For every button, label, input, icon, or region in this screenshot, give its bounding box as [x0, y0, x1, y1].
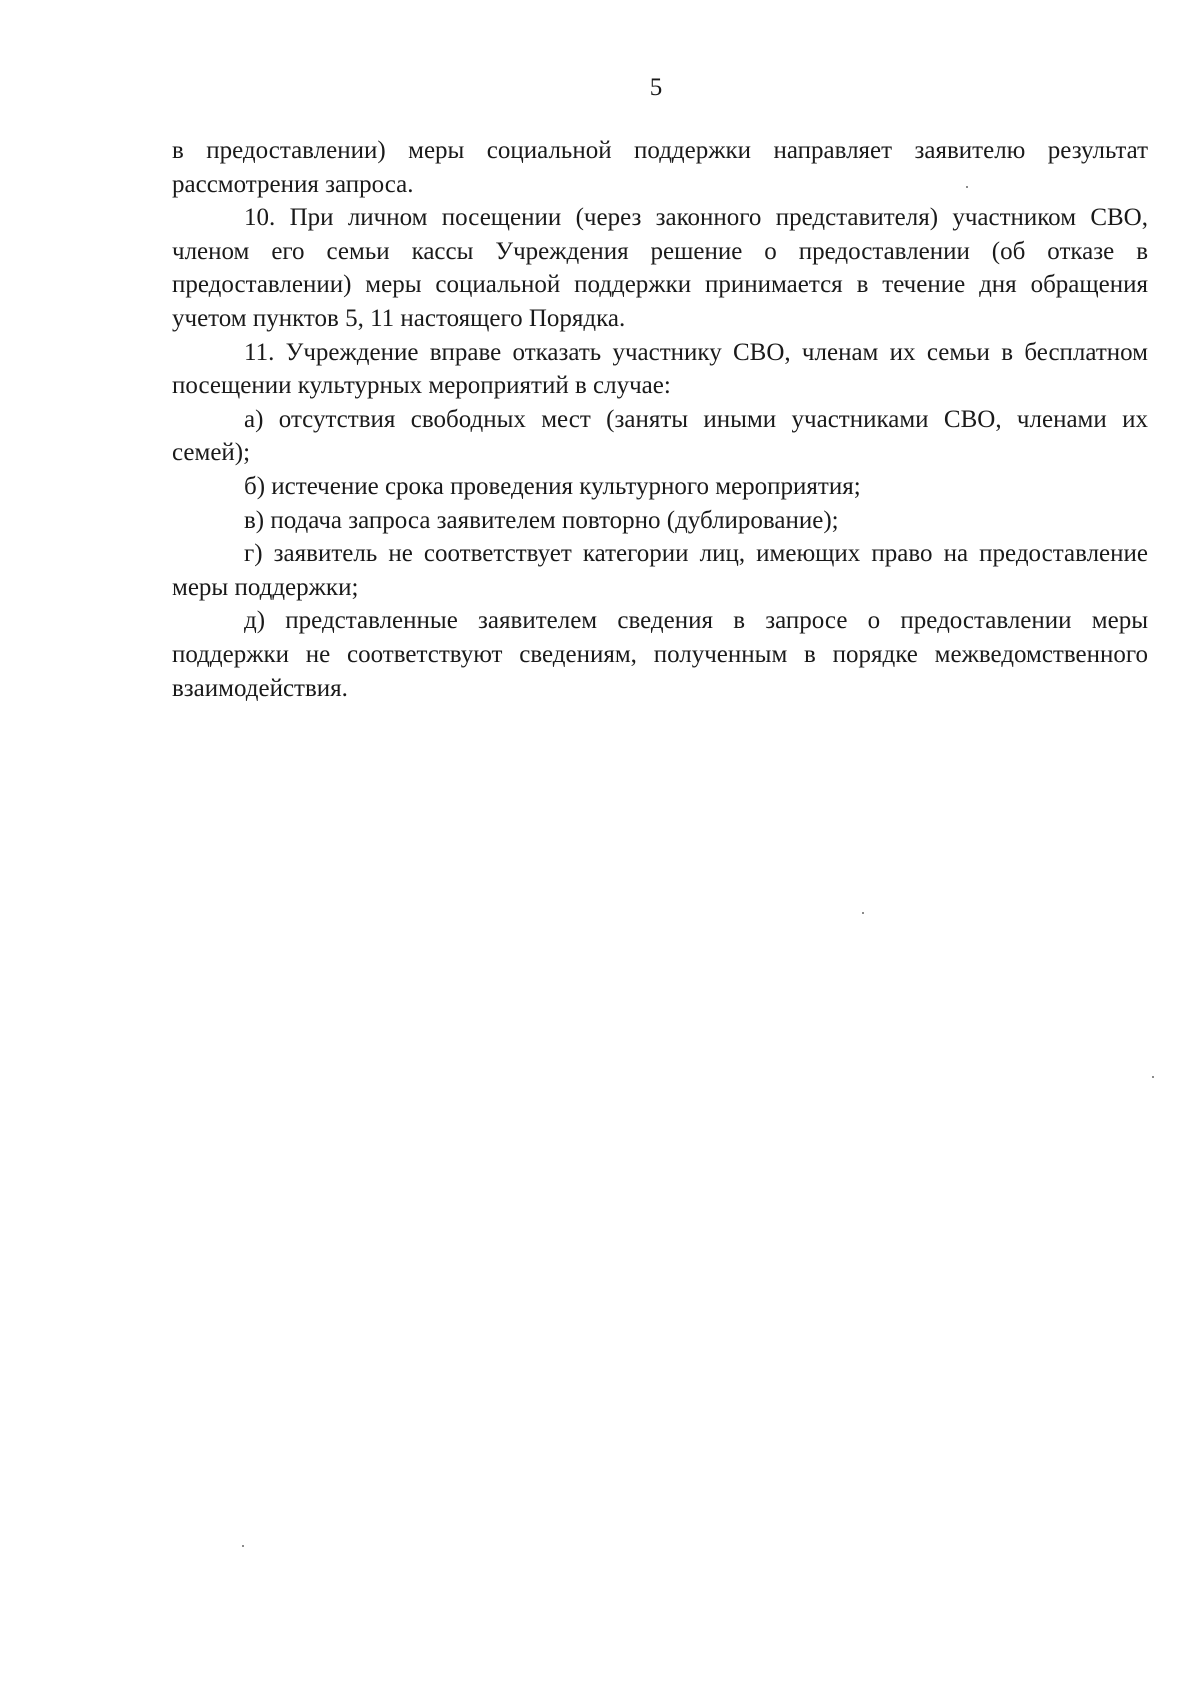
- scan-speck: [966, 186, 968, 188]
- document-body: [172, 134, 1148, 705]
- paragraph-item-11: 11. Учреждение вправе отказать участнику СВО, членам их семьи в бесплатном посещении культурных мероприятий в случае:: [172, 338, 1148, 400]
- paragraph-continuation: в предоставлении) меры социальной поддержки направляет заявителю результат рассмотрения запроса.: [172, 137, 1148, 198]
- paragraph-item-10: 10. При личном посещении (через законного представителя) участником СВО, членом его семьи кассы Учреждения решение о предоставлении (об отказе в предоставлении) меры социальной поддержки принимается в течение дня обращения учетом пунктов 5, 11 настоящего Порядка.: [172, 204, 1148, 332]
- scan-speck: [242, 1545, 244, 1547]
- paragraph-subitem-v: в) подача запроса заявителем повторно (дублирование);: [244, 506, 839, 534]
- scan-speck: [1152, 1076, 1154, 1078]
- paragraph-subitem-a: а) отсутствия свободных мест (заняты иными участниками СВО, членами их семей);: [172, 405, 1148, 467]
- paragraph-subitem-b: б) истечение срока проведения культурного мероприятия;: [244, 472, 861, 500]
- scan-speck: [862, 912, 864, 914]
- paragraph-subitem-g: г) заявитель не соответствует категории лиц, имеющих право на предоставление меры поддержки;: [172, 540, 1148, 601]
- page-number: 5: [649, 74, 663, 101]
- paragraph-subitem-d: д) представленные заявителем сведения в запросе о предоставлении меры поддержки не соответствуют сведениям, полученным в порядке межведомственного взаимодействия.: [172, 607, 1148, 702]
